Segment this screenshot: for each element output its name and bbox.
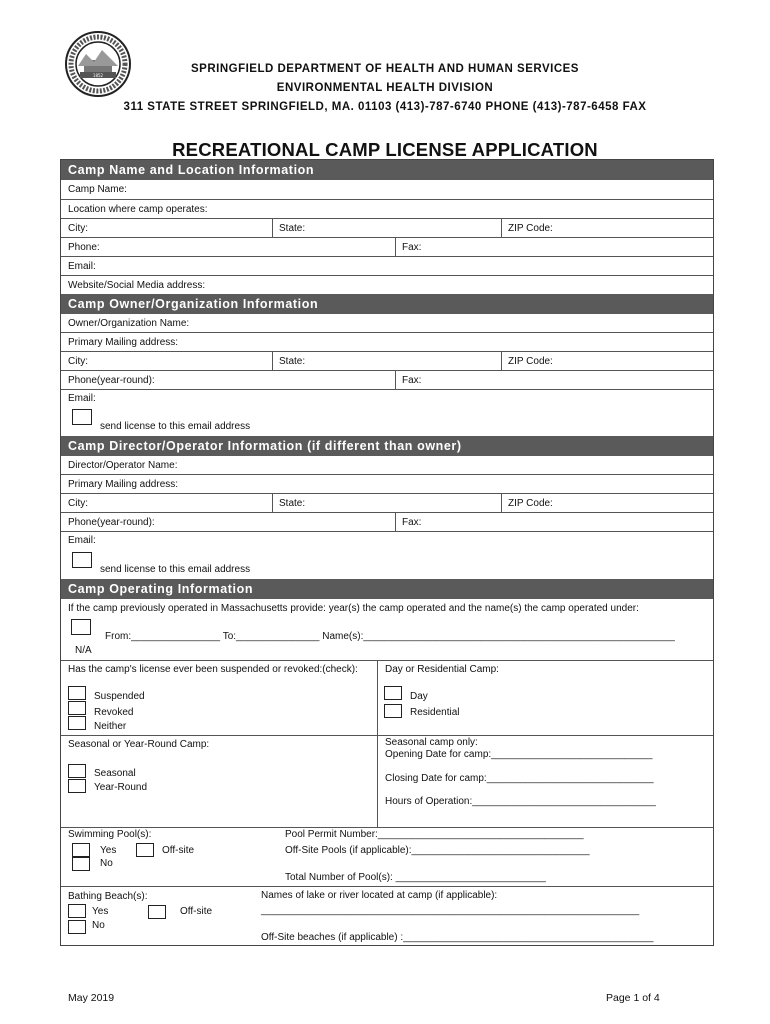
revoked-label: Revoked (94, 707, 134, 718)
seasonal-only-label: Seasonal camp only: (385, 737, 478, 748)
previous-operation-block (61, 599, 713, 661)
owner-phone-fax-row (61, 371, 713, 390)
residential-label: Residential (410, 707, 460, 718)
year-round-checkbox[interactable] (68, 779, 86, 793)
owner-city-state-zip-row (61, 352, 713, 371)
application-form (60, 159, 714, 946)
owner-phone-label: Phone(year-round): (68, 375, 155, 386)
director-name-field[interactable] (61, 456, 713, 475)
owner-send-license-checkbox[interactable] (72, 409, 92, 425)
location-field[interactable] (61, 200, 713, 219)
website-label: Website/Social Media address: (68, 280, 206, 291)
owner-mailing-field[interactable] (61, 333, 713, 352)
seasonal-label: Seasonal (94, 768, 136, 779)
pool-yes-checkbox[interactable] (72, 843, 90, 857)
owner-email-label: Email: (68, 393, 96, 404)
hours-field[interactable]: Hours of Operation:_________________________________ (385, 796, 656, 807)
director-fax-label: Fax: (402, 517, 422, 528)
owner-city-label: City: (68, 356, 88, 367)
division-name: ENVIRONMENTAL HEALTH DIVISION (276, 82, 494, 94)
suspended-question-label: Has the camp's license ever been suspended or revoked:(check): (68, 664, 358, 675)
zip-label: ZIP Code: (508, 223, 553, 234)
department-address: 311 STATE STREET SPRINGFIELD, MA. 01103 (413)-787-6740 PHONE (413)-787-6458 FAX (123, 101, 647, 113)
director-zip-label: ZIP Code: (508, 498, 553, 509)
email-label: Email: (68, 261, 96, 272)
total-pools-field[interactable]: Total Number of Pool(s): ___________________________ (285, 872, 546, 883)
residential-checkbox[interactable] (384, 704, 402, 718)
pool-no-checkbox[interactable] (72, 857, 90, 871)
pools-question-label: Swimming Pool(s): (68, 829, 152, 840)
neither-checkbox[interactable] (68, 716, 86, 730)
pool-permit-field[interactable]: Pool Permit Number:_____________________________________ (285, 829, 584, 840)
offsite-pools-field[interactable]: Off-Site Pools (if applicable):________________________________ (285, 845, 590, 856)
beach-question-label: Bathing Beach(s): (68, 891, 148, 902)
svg-text:1852: 1852 (92, 73, 104, 78)
beach-yes-label: Yes (92, 906, 109, 917)
owner-mailing-label: Primary Mailing address: (68, 337, 179, 348)
previous-operation-label: If the camp previously operated in Massachusetts provide: year(s) the camp operated and the name(s) the camp operated under: (68, 603, 639, 614)
director-email-label: Email: (68, 535, 96, 546)
director-mailing-field[interactable] (61, 475, 713, 494)
director-send-license-label: send license to this email address (100, 564, 251, 575)
email-field[interactable] (61, 257, 713, 276)
beach-yes-checkbox[interactable] (68, 904, 86, 918)
day-label: Day (410, 691, 428, 702)
closing-date-field[interactable]: Closing Date for camp:______________________________ (385, 773, 654, 784)
pool-offsite-label: Off-site (162, 845, 195, 856)
beach-no-label: No (92, 920, 105, 931)
beach-offsite-label: Off-site (180, 906, 213, 917)
phone-label: Phone: (68, 242, 100, 253)
camp-name-field[interactable] (61, 180, 713, 200)
pool-offsite-checkbox[interactable] (136, 843, 154, 857)
suspended-label: Suspended (94, 691, 145, 702)
beach-no-checkbox[interactable] (68, 920, 86, 934)
fax-label: Fax: (402, 242, 422, 253)
section-heading-operating: Camp Operating Information (61, 579, 713, 599)
neither-label: Neither (94, 721, 127, 732)
page-title: RECREATIONAL CAMP LICENSE APPLICATION (172, 139, 598, 160)
year-round-label: Year-Round (94, 782, 148, 793)
footer-page-number: Page 1 of 4 (606, 992, 660, 1004)
revoked-checkbox[interactable] (68, 701, 86, 715)
lakes-field[interactable]: ____________________________________________________________________ (261, 905, 640, 916)
owner-name-field[interactable] (61, 314, 713, 333)
location-label: Location where camp operates: (68, 204, 208, 215)
footer-date: May 2019 (68, 992, 115, 1004)
day-checkbox[interactable] (384, 686, 402, 700)
department-name: SPRINGFIELD DEPARTMENT OF HEALTH AND HUMAN SERVICES (191, 63, 579, 75)
director-send-license-checkbox[interactable] (72, 552, 92, 568)
section-heading-owner: Camp Owner/Organization Information (61, 294, 713, 314)
seasonal-checkbox[interactable] (68, 764, 86, 778)
lakes-label: Names of lake or river located at camp (if applicable): (261, 890, 498, 901)
owner-name-label: Owner/Organization Name: (68, 318, 190, 329)
city-label: City: (68, 223, 88, 234)
owner-fax-label: Fax: (402, 375, 422, 386)
director-phone-fax-row (61, 513, 713, 532)
day-residential-question-label: Day or Residential Camp: (385, 664, 499, 675)
previous-na-checkbox[interactable] (71, 619, 91, 635)
na-label: N/A (75, 645, 92, 656)
owner-send-license-label: send license to this email address (100, 421, 251, 432)
director-name-label: Director/Operator Name: (68, 460, 178, 471)
seasonal-question-label: Seasonal or Year-Round Camp: (68, 739, 210, 750)
suspended-checkbox[interactable] (68, 686, 86, 700)
pool-no-label: No (100, 858, 113, 869)
from-to-names-line[interactable]: From:________________ To:_______________ Name(s):________________________________________________________ (105, 631, 675, 642)
beach-offsite-checkbox[interactable] (148, 905, 166, 919)
director-city-state-zip-row (61, 494, 713, 513)
owner-email-field[interactable] (61, 390, 713, 436)
pool-yes-label: Yes (100, 845, 117, 856)
section-heading-camp-name: Camp Name and Location Information (61, 160, 713, 180)
phone-fax-row (61, 238, 713, 257)
city-state-zip-row (61, 219, 713, 238)
director-phone-label: Phone(year-round): (68, 517, 155, 528)
owner-state-label: State: (279, 356, 306, 367)
director-city-label: City: (68, 498, 88, 509)
director-email-field[interactable] (61, 532, 713, 579)
website-field[interactable] (61, 276, 713, 294)
opening-date-field[interactable]: Opening Date for camp:_____________________________ (385, 749, 653, 760)
section-heading-director: Camp Director/Operator Information (if different than owner) (61, 436, 713, 456)
offsite-beaches-field[interactable]: Off-Site beaches (if applicable) :_____________________________________________ (261, 932, 654, 943)
state-label: State: (279, 223, 306, 234)
camp-name-label: Camp Name: (68, 184, 127, 195)
director-mailing-label: Primary Mailing address: (68, 479, 179, 490)
owner-zip-label: ZIP Code: (508, 356, 553, 367)
director-state-label: State: (279, 498, 306, 509)
